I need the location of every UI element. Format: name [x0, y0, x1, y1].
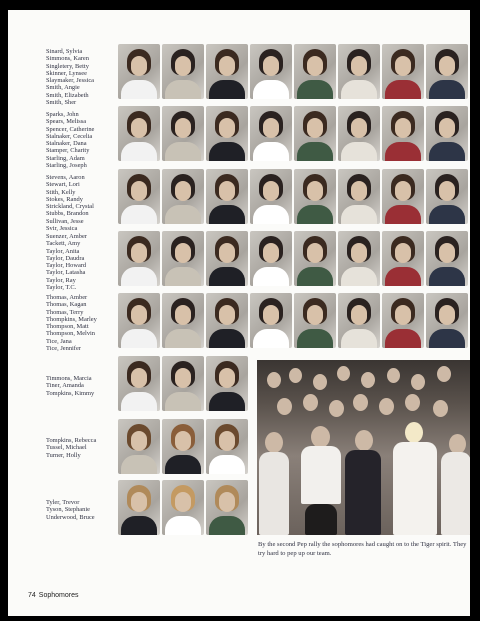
student-name: Strickland, Crystal [46, 203, 94, 211]
student-portrait [338, 231, 380, 286]
student-name: Smith, Elizabeth [46, 91, 89, 99]
student-portrait [382, 106, 424, 161]
student-name: Thompson, Matt [46, 323, 89, 331]
student-portrait [426, 106, 468, 161]
student-portrait [162, 231, 204, 286]
name-list [46, 233, 116, 291]
student-name: Tompkins, Rebecca [46, 437, 97, 444]
student-portrait [250, 231, 292, 286]
student-portrait [118, 293, 160, 348]
student-name: Timmons, Marcia [46, 375, 92, 382]
student-portrait [426, 44, 468, 99]
student-portrait [206, 44, 248, 99]
student-name: Stamper, Charity [46, 147, 90, 155]
student-portrait [162, 106, 204, 161]
student-name: Singletery, Betty [46, 62, 89, 70]
student-name: Tyson, Stephanie [46, 506, 90, 514]
student-name: Turner, Holly [46, 451, 81, 459]
student-name: Spears, Melissa [46, 118, 87, 126]
student-portrait [162, 44, 204, 99]
student-name: Stith, Kelly [46, 188, 76, 196]
student-name: Starling, Adam [46, 154, 85, 162]
pep-rally-photo [257, 360, 470, 535]
name-list [46, 294, 116, 352]
student-portrait [162, 293, 204, 348]
student-portrait [338, 106, 380, 161]
student-portrait [382, 169, 424, 224]
student-portrait [206, 293, 248, 348]
student-portrait [382, 293, 424, 348]
student-portrait [118, 419, 160, 474]
student-portrait [426, 293, 468, 348]
student-name: Sparks, John [46, 111, 79, 118]
student-portrait [338, 44, 380, 99]
student-name: Taylor, Ray [46, 276, 76, 284]
student-portrait [118, 356, 160, 411]
section-name: Sophomores [38, 592, 79, 599]
page-number: 74 [28, 592, 36, 599]
student-name: Smith, Sher [46, 99, 77, 107]
student-portrait [206, 356, 248, 411]
student-portrait [162, 480, 204, 535]
student-portrait [162, 169, 204, 224]
student-portrait [338, 293, 380, 348]
name-list [46, 174, 116, 232]
student-portrait [206, 419, 248, 474]
student-portrait [206, 231, 248, 286]
student-portrait [338, 169, 380, 224]
name-list [46, 375, 116, 397]
student-name: Taylor, Daudra [46, 254, 85, 262]
student-portrait [294, 169, 336, 224]
student-name: Taylor, Anita [46, 247, 80, 255]
student-portrait [250, 293, 292, 348]
name-list [46, 499, 116, 521]
student-name: Smith, Angie [46, 84, 80, 92]
student-name: Skinner, Lynsee [46, 69, 87, 77]
student-name: Sinard, Sylvia [46, 48, 83, 55]
student-name: Tice, Jennifer [46, 345, 81, 353]
student-portrait [118, 44, 160, 99]
student-name: Stevens, Aaron [46, 174, 85, 181]
student-name: Underwood, Bruce [46, 513, 95, 521]
student-portrait [426, 169, 468, 224]
student-portrait [118, 106, 160, 161]
student-name: Sullivan, Jesse [46, 217, 84, 225]
student-portrait [382, 231, 424, 286]
student-name: Svir, Jessica [46, 225, 78, 233]
student-portrait [118, 480, 160, 535]
student-name: Tiner, Amanda [46, 382, 84, 390]
student-name: Thomas, Terry [46, 308, 84, 316]
student-name: Thompson, Melvin [46, 330, 95, 338]
student-name: Tompkins, Kimmy [46, 389, 95, 397]
page-footer [28, 592, 82, 599]
student-portrait [162, 356, 204, 411]
student-portrait [294, 44, 336, 99]
photo-caption: By the second Pep rally the sophomores had caught on to the Tiger spirit. They try hard to pep up our team. [258, 541, 467, 557]
student-portrait [206, 169, 248, 224]
student-portrait [206, 106, 248, 161]
student-name: Slaymaker, Jessica [46, 77, 95, 85]
student-portrait [118, 169, 160, 224]
student-name: Spencer, Catherine [46, 125, 95, 133]
student-name: Suenzer, Amber [46, 233, 87, 240]
student-name: Taylor, Latasha [46, 269, 86, 277]
student-name: Tyler, Trevor [46, 499, 80, 506]
student-portrait [382, 44, 424, 99]
name-list [46, 48, 116, 106]
student-name: Stalnaker, Dana [46, 140, 87, 148]
student-portrait [206, 480, 248, 535]
student-name: Tice, Jana [46, 337, 72, 345]
student-name: Thomas, Kagan [46, 301, 87, 309]
student-portrait [294, 293, 336, 348]
student-name: Tussel, Michael [46, 444, 87, 452]
student-portrait [162, 419, 204, 474]
student-portrait [250, 169, 292, 224]
student-name: Taylor, T.C. [46, 284, 77, 292]
name-list [46, 111, 116, 169]
yearbook-page [8, 10, 470, 616]
student-name: Taylor, Howard [46, 262, 87, 270]
student-name: Stokes, Randy [46, 195, 83, 203]
student-name: Stalnaker, Cecelia [46, 132, 93, 140]
student-name: Tackett, Amy [46, 240, 81, 248]
student-name: Stubbs, Brandon [46, 210, 89, 218]
student-portrait [250, 44, 292, 99]
student-name: Starling, Joseph [46, 162, 87, 170]
name-list [46, 437, 116, 459]
student-portrait [250, 106, 292, 161]
student-name: Stewart, Lori [46, 181, 80, 189]
student-name: Thomas, Amber [46, 294, 88, 301]
student-portrait [294, 106, 336, 161]
student-portrait [426, 231, 468, 286]
student-name: Simmons, Karen [46, 55, 89, 63]
student-name: Thompkins, Marley [46, 315, 97, 323]
student-portrait [118, 231, 160, 286]
student-portrait [294, 231, 336, 286]
